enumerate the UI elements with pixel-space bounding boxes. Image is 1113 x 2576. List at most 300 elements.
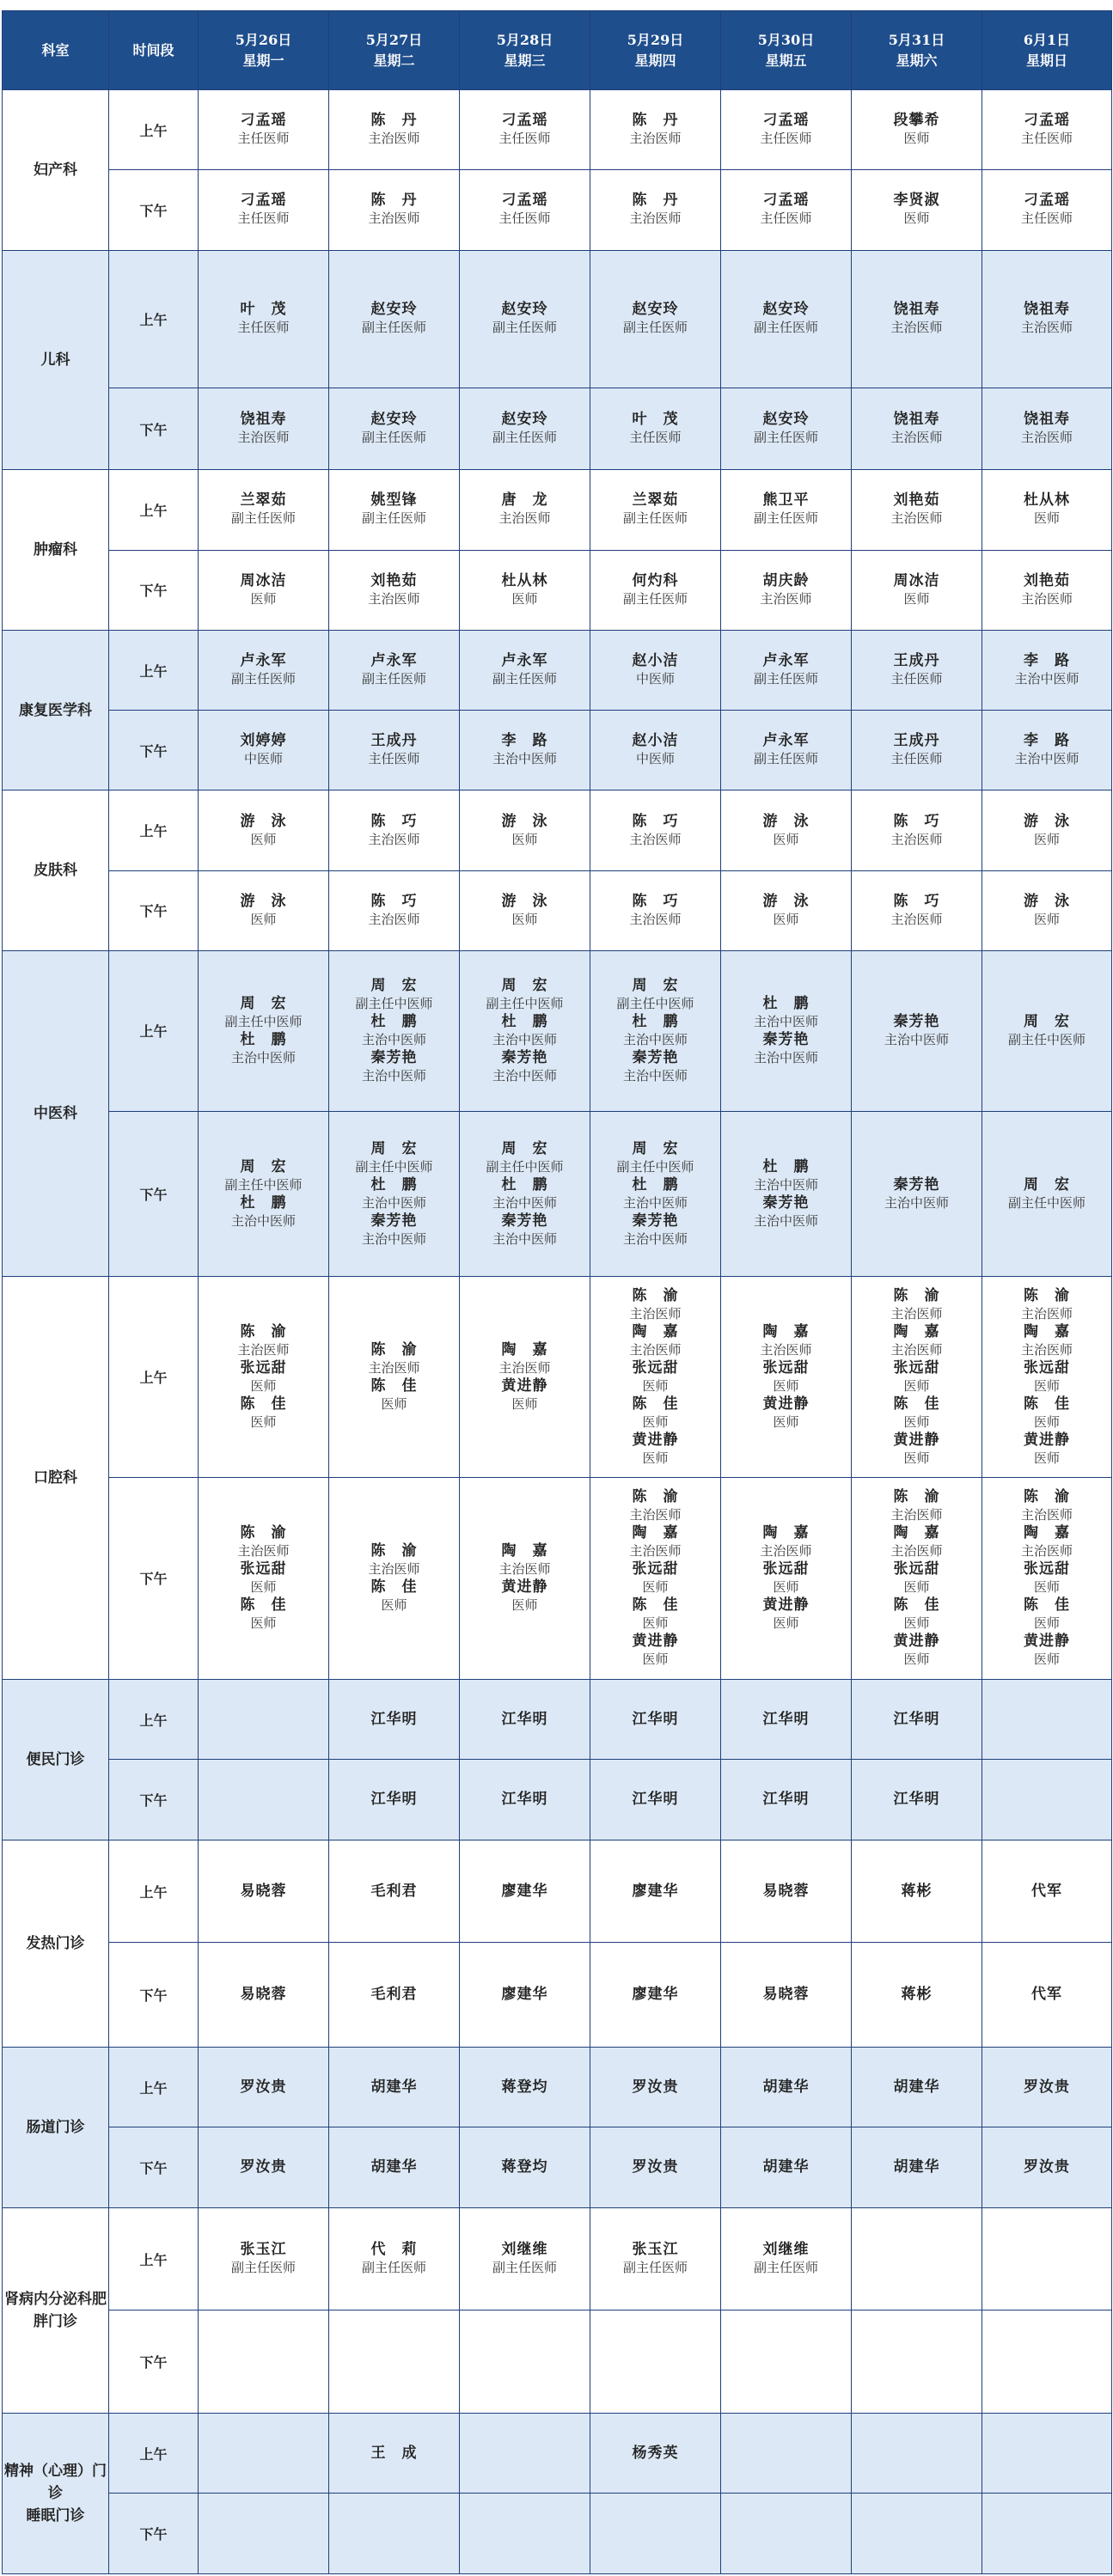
time-period: 上午 <box>109 791 199 870</box>
doctor-entry <box>590 1524 720 1560</box>
doctor-name: 陶 嘉 <box>893 1523 940 1541</box>
doctor-title: 主治中医师 <box>492 1194 557 1211</box>
doctor-name: 熊卫平 <box>762 491 810 510</box>
doctor-title: 主任医师 <box>1020 131 1073 147</box>
doctor-entry <box>590 1431 720 1468</box>
schedule-cell <box>329 711 460 791</box>
doctor-entry <box>982 893 1111 929</box>
schedule-cell <box>199 1760 329 1840</box>
doctor-entry <box>852 1176 982 1212</box>
doctor-title: 主治医师 <box>1020 1542 1073 1559</box>
doctor-entry <box>982 2158 1111 2176</box>
doctor-title: 副主任中医师 <box>224 1176 303 1193</box>
doctor-name: 陈 渝 <box>632 1286 679 1304</box>
schedule-cell <box>460 630 590 710</box>
doctor-name: 兰翠茹 <box>240 491 287 510</box>
schedule-cell <box>982 2048 1112 2127</box>
schedule-cell <box>721 2310 852 2414</box>
doctor-name: 陈 巧 <box>893 892 940 910</box>
schedule-cell <box>982 1840 1112 1943</box>
doctor-name: 刁孟瑶 <box>1024 192 1070 210</box>
time-period: 下午 <box>109 550 199 630</box>
doctor-entry <box>590 2079 720 2097</box>
time-period: 上午 <box>109 2048 199 2127</box>
doctor-entry <box>460 411 590 447</box>
doctor-title: 中医师 <box>635 671 675 687</box>
schedule-cell <box>852 870 982 950</box>
schedule-cell <box>590 1840 721 1943</box>
time-period: 下午 <box>109 2127 199 2207</box>
doctor-name: 刁孟瑶 <box>501 112 548 130</box>
schedule-cell <box>852 711 982 791</box>
doctor-entry <box>590 1140 720 1176</box>
doctor-name: 杜 鹏 <box>501 1175 548 1193</box>
doctor-name: 易晓蓉 <box>240 1882 287 1900</box>
doctor-entry <box>852 1013 982 1049</box>
doctor-name: 卢永军 <box>240 652 287 670</box>
doctor-entry <box>982 112 1111 148</box>
schedule-cell <box>721 1943 852 2048</box>
doctor-title: 主治医师 <box>629 831 682 847</box>
schedule-cell <box>460 1680 590 1760</box>
doctor-name: 罗汝贵 <box>632 2078 679 2096</box>
doctor-name: 张远甜 <box>893 1560 940 1578</box>
doctor-entry <box>721 652 851 688</box>
doctor-name: 杜从林 <box>1024 491 1070 510</box>
doctor-entry <box>199 813 328 849</box>
schedule-cell <box>852 2414 982 2494</box>
doctor-name: 陈 佳 <box>632 1596 679 1614</box>
doctor-title: 主任医师 <box>368 751 420 767</box>
doctor-title: 主治医师 <box>890 1542 943 1559</box>
doctor-name: 易晓蓉 <box>240 1986 287 2004</box>
doctor-name: 陈 巧 <box>370 892 418 910</box>
time-period: 下午 <box>109 388 199 469</box>
doctor-entry <box>329 192 459 228</box>
schedule-cell <box>852 2207 982 2310</box>
schedule-cell <box>982 2494 1112 2574</box>
time-period: 下午 <box>109 2494 199 2574</box>
schedule-cell <box>590 1111 721 1277</box>
schedule-cell <box>460 2494 590 2574</box>
doctor-name: 刘艳茹 <box>1024 571 1070 589</box>
doctor-name: 张远甜 <box>762 1358 810 1377</box>
doctor-name: 周冰洁 <box>893 571 940 589</box>
doctor-name: 游 泳 <box>1024 892 1070 910</box>
doctor-entry <box>329 2158 459 2176</box>
doctor-name: 赵小洁 <box>632 652 679 670</box>
doctor-entry <box>329 411 459 447</box>
doctor-name: 秦芳艳 <box>762 1030 810 1048</box>
doctor-title: 医师 <box>250 911 277 927</box>
table-row <box>3 1760 1112 1840</box>
doctor-title: 主治医师 <box>629 1341 682 1358</box>
doctor-name: 陶 嘉 <box>632 1523 679 1541</box>
day-header <box>460 11 590 90</box>
schedule-cell <box>982 1111 1112 1277</box>
doctor-entry <box>982 1287 1111 1323</box>
doctor-name: 秦芳艳 <box>370 1212 418 1230</box>
doctor-title: 医师 <box>381 1596 407 1613</box>
schedule-cell <box>721 951 852 1112</box>
schedule-cell <box>590 2494 721 2574</box>
schedule-cell <box>721 388 852 469</box>
doctor-title: 主任医师 <box>498 131 551 147</box>
schedule-cell <box>329 630 460 710</box>
schedule-cell <box>852 1477 982 1679</box>
schedule-cell <box>329 1680 460 1760</box>
doctor-name: 陶 嘉 <box>501 1541 548 1560</box>
doctor-entry <box>199 1560 328 1596</box>
doctor-title: 副主任医师 <box>230 510 296 527</box>
doctor-entry <box>982 1524 1111 1560</box>
doctor-name: 游 泳 <box>762 812 810 830</box>
doctor-entry <box>329 572 459 608</box>
doctor-title: 副主任医师 <box>753 430 818 446</box>
doctor-entry <box>199 1596 328 1633</box>
department-name: 妇产科 <box>3 90 109 251</box>
doctor-name: 杨秀英 <box>632 2444 679 2462</box>
schedule-cell <box>982 2127 1112 2207</box>
doctor-title: 医师 <box>903 1615 930 1631</box>
doctor-entry <box>982 652 1111 688</box>
day-date: 5月31日 <box>888 31 945 48</box>
day-date: 6月1日 <box>1023 31 1071 48</box>
doctor-title: 主治医师 <box>368 1359 420 1376</box>
doctor-title: 主治医师 <box>890 1341 943 1358</box>
doctor-title: 医师 <box>1033 1450 1060 1466</box>
schedule-cell <box>199 791 329 870</box>
schedule-cell <box>721 1277 852 1477</box>
doctor-entry <box>590 572 720 608</box>
time-period: 下午 <box>109 1943 199 2048</box>
doctor-name: 饶祖寿 <box>1024 411 1070 429</box>
doctor-entry <box>590 2445 720 2463</box>
doctor-entry <box>852 1633 982 1669</box>
doctor-entry <box>721 1194 851 1230</box>
schedule-cell <box>852 1760 982 1840</box>
doctor-entry <box>460 112 590 148</box>
doctor-name: 姚型锋 <box>370 491 418 510</box>
schedule-cell <box>852 1840 982 1943</box>
doctor-title: 主治医师 <box>890 1506 943 1523</box>
doctor-entry <box>329 977 459 1013</box>
schedule-cell <box>852 388 982 469</box>
doctor-title: 主治医师 <box>1020 1305 1073 1322</box>
doctor-name: 陈 渝 <box>632 1487 679 1505</box>
schedule-cell <box>852 1680 982 1760</box>
doctor-name: 陈 佳 <box>370 1377 418 1395</box>
doctor-entry <box>852 1883 982 1901</box>
schedule-cell <box>852 2494 982 2574</box>
schedule-cell <box>329 550 460 630</box>
doctor-name: 周 宏 <box>1024 1012 1070 1030</box>
schedule-cell <box>590 870 721 950</box>
doctor-name: 胡建华 <box>762 2158 810 2176</box>
doctor-name: 游 泳 <box>762 892 810 910</box>
doctor-entry <box>590 1049 720 1085</box>
doctor-name: 张远甜 <box>1024 1358 1070 1377</box>
doctor-entry <box>460 1013 590 1049</box>
doctor-title: 主治医师 <box>237 1542 290 1559</box>
doctor-title: 医师 <box>1033 1578 1060 1595</box>
doctor-name: 罗汝贵 <box>240 2078 287 2096</box>
doctor-entry <box>199 1323 328 1359</box>
schedule-cell <box>721 1840 852 1943</box>
doctor-entry <box>852 1395 982 1431</box>
schedule-cell <box>982 90 1112 170</box>
schedule-cell <box>199 951 329 1112</box>
doctor-name: 周 宏 <box>240 994 287 1012</box>
doctor-name: 陈 佳 <box>893 1395 940 1413</box>
doctor-title: 主治医师 <box>890 320 943 336</box>
doctor-name: 饶祖寿 <box>893 301 940 319</box>
table-row <box>3 711 1112 791</box>
doctor-name: 刘艳茹 <box>893 491 940 510</box>
schedule-cell <box>199 2310 329 2414</box>
doctor-title: 主治中医师 <box>492 1067 557 1084</box>
doctor-title: 副主任中医师 <box>224 1013 303 1029</box>
table-row <box>3 90 1112 170</box>
doctor-title: 主任医师 <box>760 211 812 227</box>
doctor-entry <box>982 2079 1111 2097</box>
schedule-cell <box>982 388 1112 469</box>
doctor-title: 医师 <box>1033 510 1060 527</box>
schedule-cell <box>982 1760 1112 1840</box>
schedule-cell <box>590 2207 721 2310</box>
schedule-cell <box>199 1277 329 1477</box>
schedule-cell <box>982 870 1112 950</box>
doctor-entry <box>590 893 720 929</box>
doctor-name: 胡建华 <box>893 2078 940 2096</box>
doctor-title: 医师 <box>642 1651 669 1667</box>
doctor-entry <box>460 652 590 688</box>
doctor-name: 张远甜 <box>240 1560 287 1578</box>
doctor-name: 卢永军 <box>501 652 548 670</box>
doctor-entry <box>460 813 590 849</box>
doctor-title: 医师 <box>903 1651 930 1667</box>
doctor-title: 主治中医师 <box>753 1212 818 1229</box>
schedule-cell <box>721 1111 852 1277</box>
schedule-cell <box>590 250 721 388</box>
doctor-name: 游 泳 <box>1024 812 1070 830</box>
doctor-title: 主治医师 <box>629 1542 682 1559</box>
doctor-title: 医师 <box>250 590 277 607</box>
doctor-entry <box>460 1883 590 1901</box>
doctor-title: 副主任医师 <box>492 671 557 687</box>
schedule-cell <box>329 791 460 870</box>
doctor-title: 主治中医师 <box>230 1049 296 1065</box>
doctor-title: 副主任医师 <box>361 671 426 687</box>
doctor-entry <box>329 1883 459 1901</box>
doctor-title: 主治中医师 <box>622 1031 688 1047</box>
schedule-cell <box>329 470 460 550</box>
doctor-title: 医师 <box>1033 1413 1060 1430</box>
doctor-entry <box>329 1212 459 1248</box>
schedule-cell <box>329 1477 460 1679</box>
doctor-title: 副主任医师 <box>230 671 296 687</box>
doctor-title: 主治医师 <box>498 510 551 527</box>
doctor-entry <box>460 1578 590 1615</box>
time-period: 下午 <box>109 2310 199 2414</box>
schedule-cell <box>329 2127 460 2207</box>
doctor-name: 游 泳 <box>501 812 548 830</box>
doctor-name: 刁孟瑶 <box>501 192 548 210</box>
schedule-cell <box>721 791 852 870</box>
doctor-entry <box>329 2241 459 2277</box>
doctor-title: 主治医师 <box>629 211 682 227</box>
doctor-name: 张远甜 <box>1024 1560 1070 1578</box>
schedule-cell <box>199 2494 329 2574</box>
time-period: 下午 <box>109 1111 199 1277</box>
doctor-name: 秦芳艳 <box>632 1212 679 1230</box>
doctor-title: 医师 <box>903 1413 930 1430</box>
doctor-entry <box>852 491 982 528</box>
day-date: 5月29日 <box>627 31 684 48</box>
table-row <box>3 870 1112 950</box>
doctor-title: 医师 <box>1033 1615 1060 1631</box>
doctor-title: 副主任医师 <box>753 320 818 336</box>
doctor-title: 主治中医师 <box>361 1230 426 1247</box>
schedule-cell <box>721 630 852 710</box>
schedule-cell <box>199 630 329 710</box>
doctor-entry <box>460 1176 590 1212</box>
doctor-title: 医师 <box>511 590 538 607</box>
doctor-entry <box>852 2158 982 2176</box>
doctor-entry <box>460 2079 590 2097</box>
doctor-name: 陈 巧 <box>632 812 679 830</box>
doctor-entry <box>460 1711 590 1729</box>
department-name: 皮肤科 <box>3 791 109 951</box>
doctor-name: 陶 嘉 <box>762 1322 810 1340</box>
doctor-entry <box>590 491 720 528</box>
doctor-entry <box>329 301 459 337</box>
doctor-name: 陈 佳 <box>632 1395 679 1413</box>
schedule-cell <box>982 630 1112 710</box>
doctor-entry <box>329 813 459 849</box>
doctor-name: 赵安玲 <box>632 301 679 319</box>
doctor-entry <box>460 1049 590 1085</box>
doctor-title: 主治中医师 <box>622 1230 688 1247</box>
department-name: 儿科 <box>3 250 109 470</box>
doctor-entry <box>460 192 590 228</box>
department-name: 中医科 <box>3 951 109 1277</box>
doctor-entry <box>329 1542 459 1578</box>
schedule-cell <box>329 2207 460 2310</box>
doctor-name: 陶 嘉 <box>501 1340 548 1358</box>
schedule-cell <box>982 1943 1112 2048</box>
doctor-title: 副主任中医师 <box>616 1158 694 1175</box>
schedule-cell <box>199 2414 329 2494</box>
doctor-entry <box>199 1883 328 1901</box>
doctor-entry <box>982 1176 1111 1212</box>
schedule-cell <box>852 1111 982 1277</box>
doctor-entry <box>460 2241 590 2277</box>
day-weekday: 星期三 <box>504 52 546 69</box>
doctor-name: 陈 渝 <box>240 1322 287 1340</box>
doctor-entry <box>199 192 328 228</box>
doctor-name: 兰翠茹 <box>632 491 679 510</box>
doctor-title: 医师 <box>903 590 930 607</box>
doctor-entry <box>460 491 590 528</box>
doctor-title: 医师 <box>511 831 538 847</box>
doctor-entry <box>329 652 459 688</box>
doctor-name: 杜 鹏 <box>632 1175 679 1193</box>
doctor-title: 主治中医师 <box>1014 671 1079 687</box>
schedule-cell <box>852 170 982 250</box>
doctor-title: 主治中医师 <box>1014 751 1079 767</box>
doctor-title: 主治医师 <box>890 1305 943 1322</box>
doctor-entry <box>199 301 328 337</box>
schedule-cell <box>460 550 590 630</box>
doctor-name: 黄进静 <box>762 1395 810 1413</box>
time-period: 上午 <box>109 250 199 388</box>
doctor-entry <box>199 1194 328 1230</box>
table-row <box>3 1477 1112 1679</box>
doctor-entry <box>852 652 982 688</box>
doctor-entry <box>982 1359 1111 1395</box>
doctor-title: 副主任医师 <box>753 751 818 767</box>
doctor-name: 代军 <box>1031 1882 1062 1900</box>
schedule-cell <box>590 1943 721 2048</box>
doctor-name: 段攀希 <box>893 112 940 130</box>
schedule-cell <box>329 870 460 950</box>
doctor-title: 副主任中医师 <box>486 1158 564 1175</box>
schedule-cell <box>982 2310 1112 2414</box>
doctor-name: 赵安玲 <box>762 411 810 429</box>
doctor-name: 刘继维 <box>762 2241 810 2259</box>
time-period: 上午 <box>109 90 199 170</box>
doctor-entry <box>590 1596 720 1633</box>
doctor-title: 主治医师 <box>237 430 290 446</box>
doctor-name: 秦芳艳 <box>370 1048 418 1066</box>
doctor-entry <box>590 1560 720 1596</box>
time-period: 下午 <box>109 1477 199 1679</box>
doctor-entry <box>199 652 328 688</box>
table-row <box>3 170 1112 250</box>
doctor-title: 医师 <box>1033 911 1060 927</box>
doctor-name: 张玉江 <box>240 2241 287 2259</box>
schedule-cell <box>329 2414 460 2494</box>
doctor-title: 主治中医师 <box>753 1049 818 1065</box>
doctor-title: 医师 <box>773 1413 799 1430</box>
doctor-entry <box>590 732 720 768</box>
schedule-cell <box>460 1840 590 1943</box>
schedule-cell <box>329 1840 460 1943</box>
doctor-name: 周 宏 <box>501 1139 548 1157</box>
schedule-cell <box>460 250 590 388</box>
doctor-name: 毛利君 <box>370 1986 418 2004</box>
doctor-name: 黄进静 <box>893 1632 940 1650</box>
doctor-entry <box>329 1578 459 1615</box>
doctor-entry <box>852 1431 982 1468</box>
doctor-name: 叶 茂 <box>240 301 287 319</box>
doctor-entry <box>590 813 720 849</box>
doctor-entry <box>852 732 982 768</box>
doctor-entry <box>590 977 720 1013</box>
doctor-name: 赵安玲 <box>370 301 418 319</box>
table-row <box>3 2207 1112 2310</box>
doctor-title: 主治医师 <box>368 131 420 147</box>
doctor-entry <box>721 1883 851 1901</box>
doctor-entry <box>460 893 590 929</box>
doctor-name: 陈 渝 <box>893 1487 940 1505</box>
doctor-title: 医师 <box>773 1578 799 1595</box>
doctor-entry <box>982 1596 1111 1633</box>
doctor-name: 杜 鹏 <box>240 1193 287 1212</box>
doctor-name: 周 宏 <box>370 1139 418 1157</box>
doctor-entry <box>982 491 1111 528</box>
